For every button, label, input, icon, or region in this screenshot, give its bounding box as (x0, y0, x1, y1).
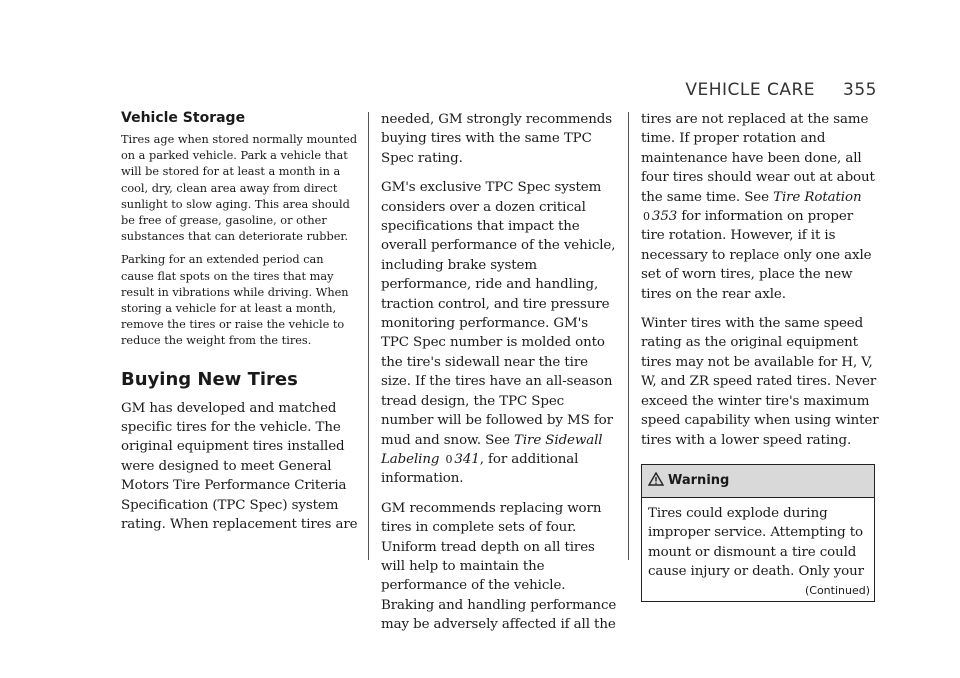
page-ref-arrow-icon: 0 (445, 452, 453, 466)
section-title: VEHICLE CARE (685, 80, 816, 100)
page-number: 355 (843, 80, 877, 100)
page-reference[interactable]: 341 (454, 451, 480, 467)
column-1 (121, 110, 359, 544)
buying-new-tires-heading: Buying New Tires (121, 368, 298, 390)
column-2 (381, 110, 619, 645)
warning-triangle-icon (648, 472, 664, 490)
paragraph: Parking for an extended period can cause flat spots on the tires that may result in vibrations while driving. When storing a vehicle for at least a month, remove the tires or raise the vehicle to reduce the weight from the tires. (121, 253, 349, 348)
cross-reference-link[interactable]: Tire Rotation (773, 189, 862, 205)
column-divider (368, 112, 369, 560)
page-ref-arrow-icon: 0 (643, 210, 650, 224)
paragraph: needed, GM strongly recommends buying tires with the same TPC Spec rating. (381, 112, 613, 166)
paragraph: GM has developed and matched specific tires for the vehicle. The original equipment tires installed were designed to meet General Motors Tire Performance Criteria Specification (TPC Spec) system rating. When replacement tires are (121, 400, 358, 533)
column-divider (628, 112, 629, 560)
column-3 (641, 110, 879, 602)
page-reference[interactable]: 353 (651, 209, 678, 225)
paragraph: Winter tires with the same speed rating as the original equipment tires may not be available for H, V, W, and ZR speed rated tires. Never exceed the winter tire's maximum speed capability when using winter tires with a lower speed rating. (641, 316, 879, 448)
vehicle-storage-heading: Vehicle Storage (121, 110, 246, 126)
paragraph: Tires age when stored normally mounted on a parked vehicle. Park a vehicle that will be stored for at least a month in a cool, dry, clean area away from direct sunlight to slow aging. This area should be free of grease, gasoline, or other substances that can deteriorate rubber. (121, 133, 358, 244)
paragraph: tires are not replaced at the same time. If proper rotation and maintenance have been done, all four tires should wear out at about the same time. See Tire Rotation 0 353 for information on proper tire rotation. However, if it is necessary to replace only one axle set of worn tires, place the new tires on the rear axle. (641, 112, 875, 302)
warning-title: Warning (668, 473, 730, 489)
warning-body (642, 498, 874, 584)
warning-header (642, 465, 874, 498)
warning-text: Tires could explode during improper service. Attempting to mount or dismount a tire could cause injury or death. Only your (648, 505, 864, 580)
page-header (685, 80, 877, 100)
cross-reference-link[interactable]: Tire Sidewall Labeling (381, 432, 603, 467)
continued-label: (Continued) (804, 583, 870, 597)
paragraph: GM recommends replacing worn tires in complete sets of four. Uniform tread depth on all tires will help to maintain the performance of the vehicle. Braking and handling performance may be adversely affected if all the (381, 500, 617, 633)
paragraph: GM's exclusive TPC Spec system considers over a dozen critical specifications that impact the overall performance of the vehicle, including brake system performance, ride and handling, traction control, and tire pressure monitoring performance. GM's TPC Spec number is molded onto the tire's sidewall near the tire size. If the tires have an all-season tread design, the TPC Spec number will be followed by MS for mud and snow. See Tire Sidewall Labeling 0 341, for additional information. (381, 180, 616, 487)
warning-box (641, 464, 875, 602)
